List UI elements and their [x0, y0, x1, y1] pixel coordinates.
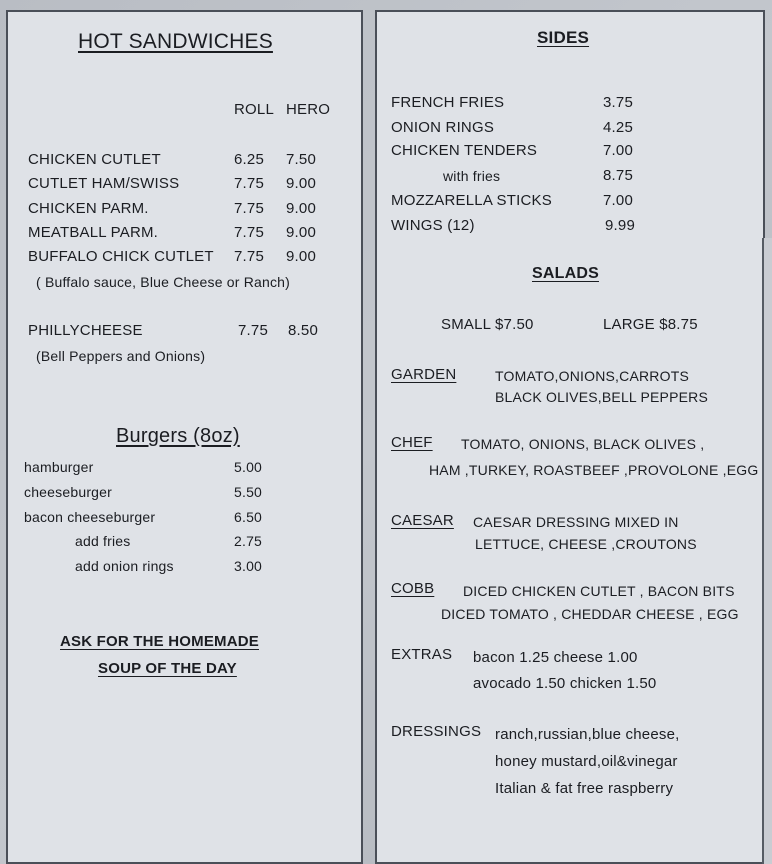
- extras-line-1: bacon 1.25 cheese 1.00: [473, 649, 638, 666]
- side-price: 9.99: [605, 217, 635, 234]
- sandwich-name: CHICKEN PARM.: [28, 200, 149, 217]
- buffalo-note: ( Buffalo sauce, Blue Cheese or Ranch): [36, 274, 291, 290]
- burger-name: hamburger: [24, 459, 94, 475]
- side-name: ONION RINGS: [391, 119, 495, 136]
- salad-chef-name: CHEF: [391, 434, 433, 451]
- salad-small-price: SMALL $7.50: [441, 316, 534, 333]
- side-name: WINGS (12): [391, 217, 475, 234]
- philly-name: PHILLYCHEESE: [28, 322, 143, 339]
- sandwich-roll-price: 7.75: [234, 248, 264, 265]
- salad-garden-line-2: BLACK OLIVES,BELL PEPPERS: [495, 389, 709, 405]
- soup-line-1: ASK FOR THE HOMEMADE: [60, 633, 259, 650]
- sandwich-hero-price: 9.00: [286, 200, 316, 217]
- side-price: 7.00: [603, 142, 633, 159]
- soup-line-2: SOUP OF THE DAY: [98, 660, 237, 677]
- sandwich-hero-price: 9.00: [286, 248, 316, 265]
- side-name: MOZZARELLA STICKS: [391, 192, 552, 209]
- burger-price: 5.00: [234, 459, 263, 475]
- salad-caesar-line-1: CAESAR DRESSING MIXED IN: [473, 514, 679, 530]
- sandwich-name: MEATBALL PARM.: [28, 224, 159, 241]
- sandwich-roll-price: 7.75: [234, 224, 264, 241]
- side-name: FRENCH FRIES: [391, 94, 505, 111]
- sandwich-hero-price: 7.50: [286, 151, 316, 168]
- burger-price: 5.50: [234, 484, 263, 500]
- philly-roll-price: 7.75: [238, 322, 268, 339]
- adjacent-page-edge: [762, 238, 772, 864]
- side-name: with fries: [443, 168, 501, 184]
- burger-addon-price: 3.00: [234, 558, 263, 574]
- salad-chef-line-1: TOMATO, ONIONS, BLACK OLIVES ,: [461, 436, 705, 452]
- left-menu-panel: [6, 10, 363, 864]
- salad-garden-name: GARDEN: [391, 366, 457, 383]
- extras-label: EXTRAS: [391, 646, 453, 663]
- side-price: 8.75: [603, 167, 633, 184]
- burgers-title: Burgers (8oz): [116, 425, 240, 447]
- right-menu-panel: [375, 10, 765, 864]
- salad-cobb-line-1: DICED CHICKEN CUTLET , BACON BITS: [463, 583, 735, 599]
- burger-price: 6.50: [234, 509, 263, 525]
- roll-column-header: ROLL: [234, 101, 274, 118]
- sandwich-roll-price: 7.75: [234, 200, 264, 217]
- burger-name: cheeseburger: [24, 484, 113, 500]
- dressings-line-2: honey mustard,oil&vinegar: [495, 753, 678, 770]
- dressings-line-1: ranch,russian,blue cheese,: [495, 726, 680, 743]
- burger-addon-price: 2.75: [234, 533, 263, 549]
- salad-cobb-line-2: DICED TOMATO , CHEDDAR CHEESE , EGG: [441, 606, 739, 622]
- dressings-label: DRESSINGS: [391, 723, 482, 740]
- philly-note: (Bell Peppers and Onions): [36, 348, 206, 364]
- sandwich-name: CHICKEN CUTLET: [28, 151, 161, 168]
- burger-addon-name: add fries: [75, 533, 131, 549]
- sandwich-name: CUTLET HAM/SWISS: [28, 175, 180, 192]
- salad-caesar-line-2: LETTUCE, CHEESE ,CROUTONS: [475, 536, 697, 552]
- side-price: 7.00: [603, 192, 633, 209]
- dressings-line-3: Italian & fat free raspberry: [495, 780, 674, 797]
- salad-cobb-name: COBB: [391, 580, 435, 597]
- sandwich-name: BUFFALO CHICK CUTLET: [28, 248, 214, 265]
- burger-addon-name: add onion rings: [75, 558, 174, 574]
- salads-title: SALADS: [532, 265, 599, 282]
- philly-hero-price: 8.50: [288, 322, 318, 339]
- sandwich-hero-price: 9.00: [286, 224, 316, 241]
- hero-column-header: HERO: [286, 101, 331, 118]
- sides-title: SIDES: [537, 28, 590, 47]
- side-price: 3.75: [603, 94, 633, 111]
- salad-garden-line-1: TOMATO,ONIONS,CARROTS: [495, 368, 689, 384]
- sandwich-roll-price: 7.75: [234, 175, 264, 192]
- burger-name: bacon cheeseburger: [24, 509, 156, 525]
- salad-chef-line-2: HAM ,TURKEY, ROASTBEEF ,PROVOLONE ,EGG: [429, 462, 759, 478]
- sandwich-hero-price: 9.00: [286, 175, 316, 192]
- salad-large-price: LARGE $8.75: [603, 316, 698, 333]
- salad-caesar-name: CAESAR: [391, 512, 454, 529]
- extras-line-2: avocado 1.50 chicken 1.50: [473, 675, 657, 692]
- hot-sandwiches-title: HOT SANDWICHES: [78, 30, 273, 53]
- sandwich-roll-price: 6.25: [234, 151, 264, 168]
- side-name: CHICKEN TENDERS: [391, 142, 538, 159]
- side-price: 4.25: [603, 119, 633, 136]
